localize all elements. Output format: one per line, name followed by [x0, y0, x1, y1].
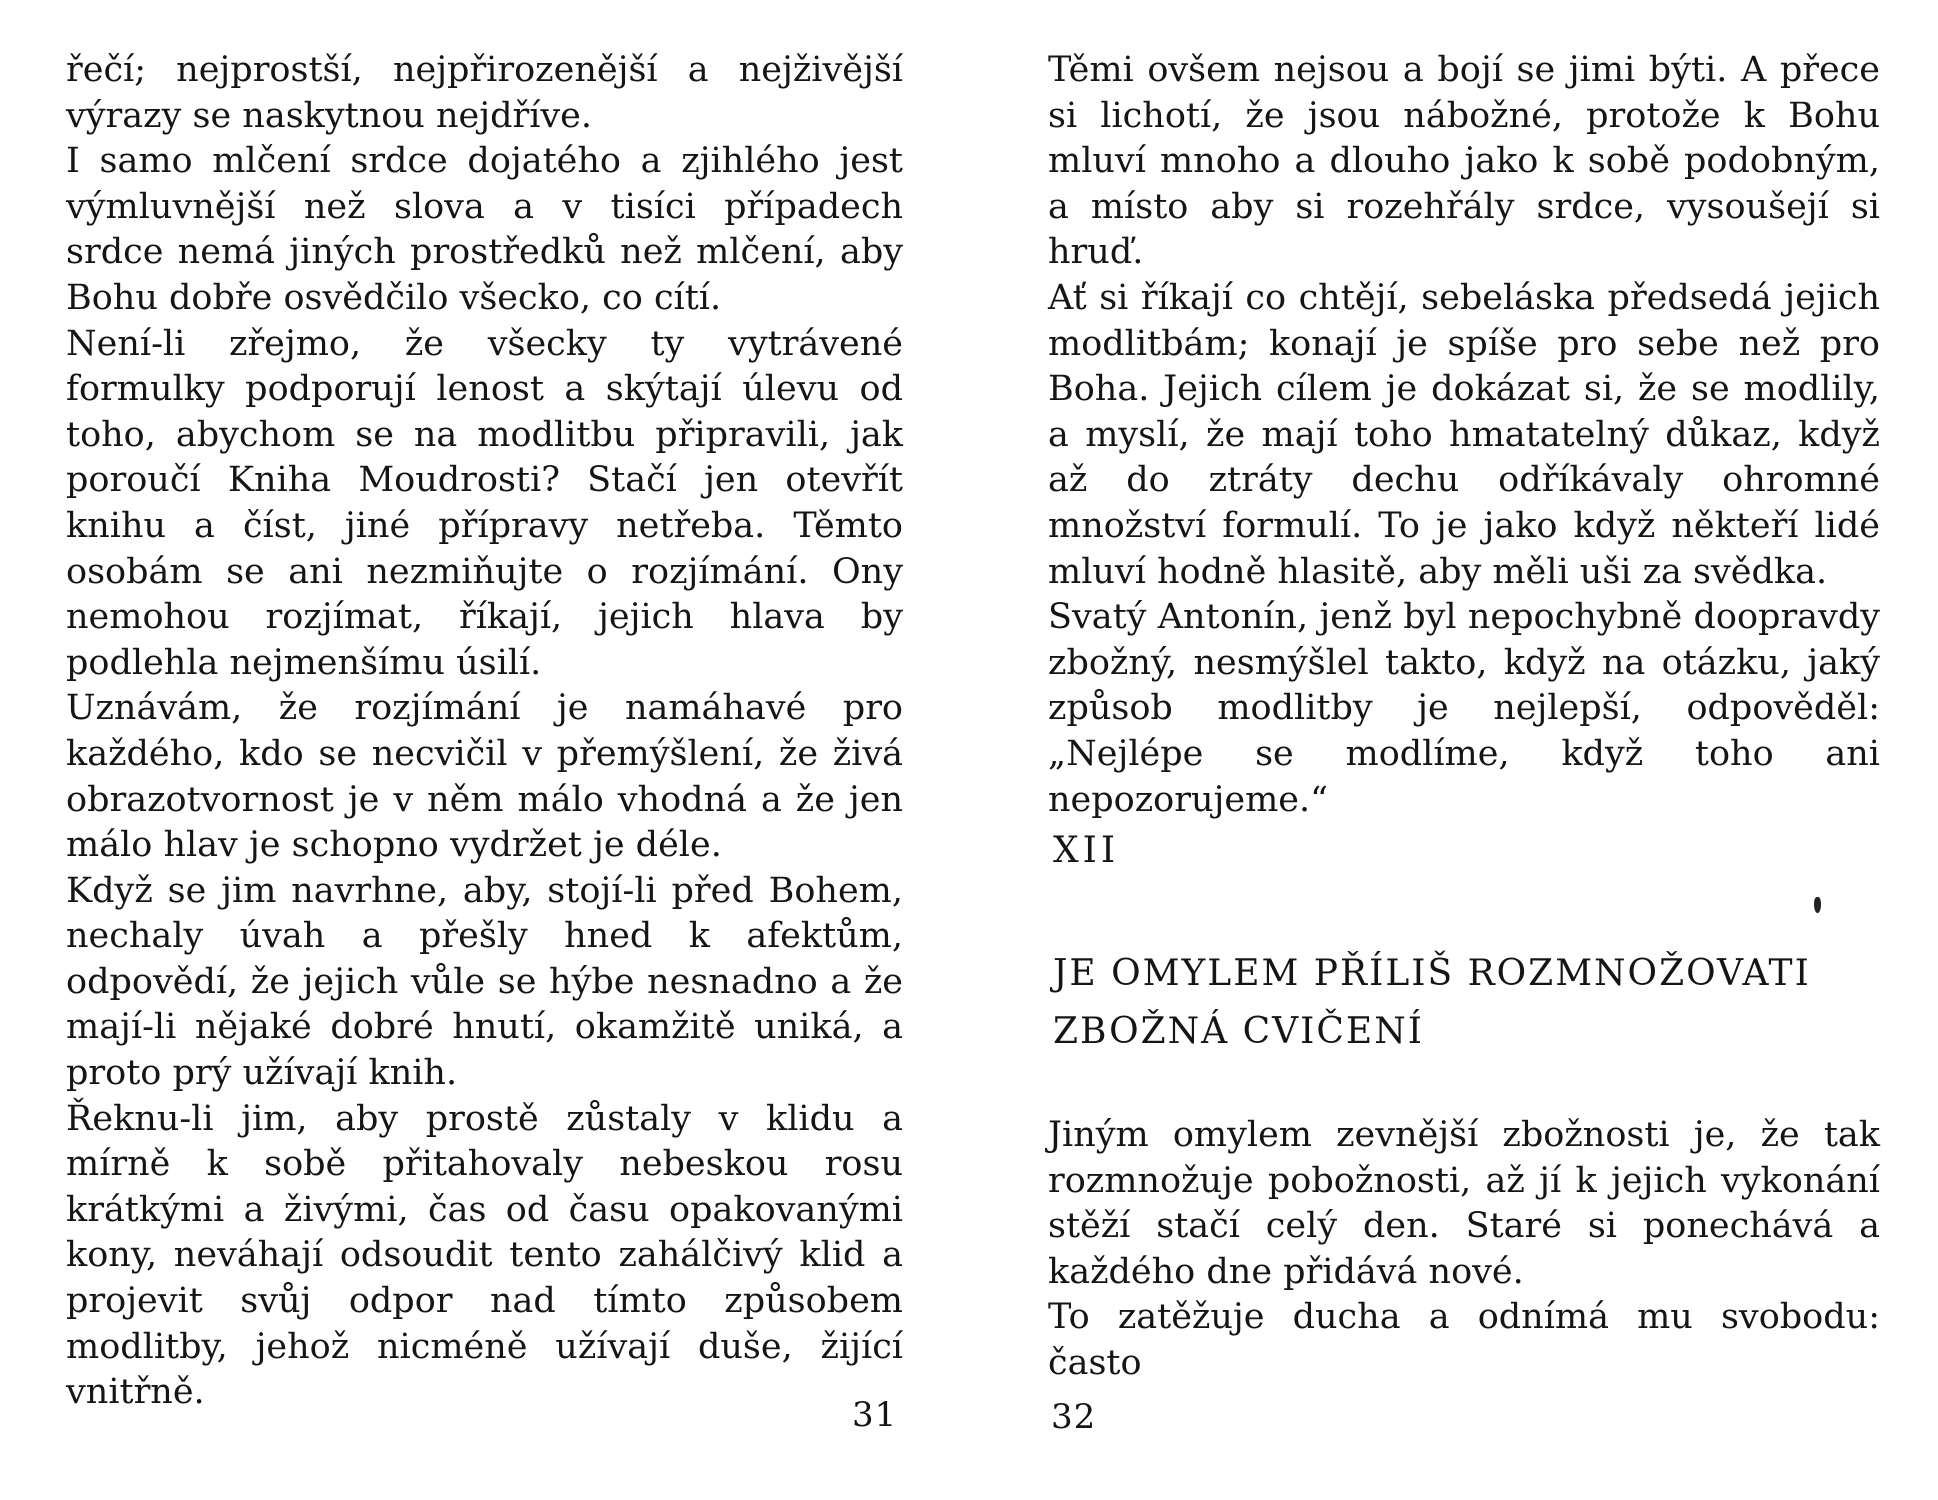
- ink-speck: [1814, 897, 1821, 913]
- paragraph: Těmi ovšem nejsou a bojí se jimi býti. A přece si lichotí, že jsou nábožné, protože k Bohu mluví mnoho a dlouho jako k sobě podobným, a místo aby si rozehřály srdce, vysoušejí si hruď.: [1048, 50, 1880, 273]
- paragraph: Není-li zřejmo, že všecky ty vytrávené formulky podporují lenost a skýtají úlevu od toho, abychom se na modlitbu připravili, jak poroučí Kniha Moudrosti? Stačí jen otevřít knihu a číst, jiné přípravy netřeba. Těmto osobám se ani nezmiňujte o rozjímání. Ony nemohou rozjímat, říkají, jejich hlava by podlehla nejmenšímu úsilí.: [66, 323, 903, 683]
- paragraph: Ať si říkají co chtějí, sebeláska předsedá jejich modlitbám; konají je spíše pro sebe než pro Boha. Jejich cílem je dokázat si, že se modlily, a myslí, že mají toho hmatatelný důkaz, když až do ztráty dechu odříkávaly ohromné množství formulí. To je jako když někteří lidé mluví hodně hlasitě, aby měli uši za svědka.: [1048, 277, 1880, 592]
- left-page-body: [66, 48, 903, 1416]
- paragraph: Uznávám, že rozjímání je namáhavé pro každého, kdo se necvičil v přemýšlení, že živá obrazotvornost je v něm málo vhodná a že jen málo hlav je schopno vydržet je déle.: [66, 688, 903, 866]
- paragraph: I samo mlčení srdce dojatého a zjihlého jest výmluvnější než slova a v tisíci případech srdce nemá jiných prostředků než mlčení, aby Bohu dobře osvědčilo všecko, co cítí.: [66, 141, 903, 318]
- paragraph: řečí; nejprostší, nejpřirozenější a nejživější výrazy se naskytnou nejdříve.: [66, 50, 903, 136]
- paragraph: Když se jim navrhne, aby, stojí-li před Bohem, nechaly úvah a přešly hned k afektům, odpovědí, že jejich vůle se hýbe nesnadno a že mají-li nějaké dobré hnutí, okamžitě uniká, a proto prý užívají knih.: [66, 870, 903, 1094]
- page-number: 31: [852, 1395, 898, 1435]
- right-page-body-bottom: [1048, 1113, 1880, 1387]
- page-number: 32: [1051, 1397, 1097, 1437]
- paragraph: Svatý Antonín, jenž byl nepochybně doopravdy zbožný, nesmýšlel takto, když na otázku, jaký způsob modlitby je nejlepší, odpověděl: „Nejlépe se modlíme, když toho ani nepozorujeme.“: [1048, 597, 1880, 820]
- chapter-title: JE OMYLEM PŘÍLIŠ ROZMNOŽOVATI ZBOŽNÁ CVIČENÍ: [1053, 953, 1811, 1052]
- paragraph: To zatěžuje ducha a odnímá mu svobodu: často: [1048, 1297, 1880, 1383]
- paragraph: Jiným omylem zevnější zbožnosti je, že tak rozmnožuje pobožnosti, až jí k jejich vykonání stěží stačí celý den. Staré si ponechává a každého dne přidává nové.: [1048, 1115, 1880, 1292]
- right-page: [969, 0, 1938, 1500]
- chapter-number: XII: [1053, 830, 1120, 871]
- right-page-body-top: [1048, 48, 1880, 823]
- paragraph: Řeknu-li jim, aby prostě zůstaly v klidu a mírně k sobě přitahovaly nebeskou rosu krátkými a živými, čas od času opakovanými kony, neváhají odsoudit tento zahálčivý klid a projevit svůj odpor nad tímto způsobem modlitby, jehož nicméně užívají duše, žijící vnitřně.: [66, 1098, 903, 1413]
